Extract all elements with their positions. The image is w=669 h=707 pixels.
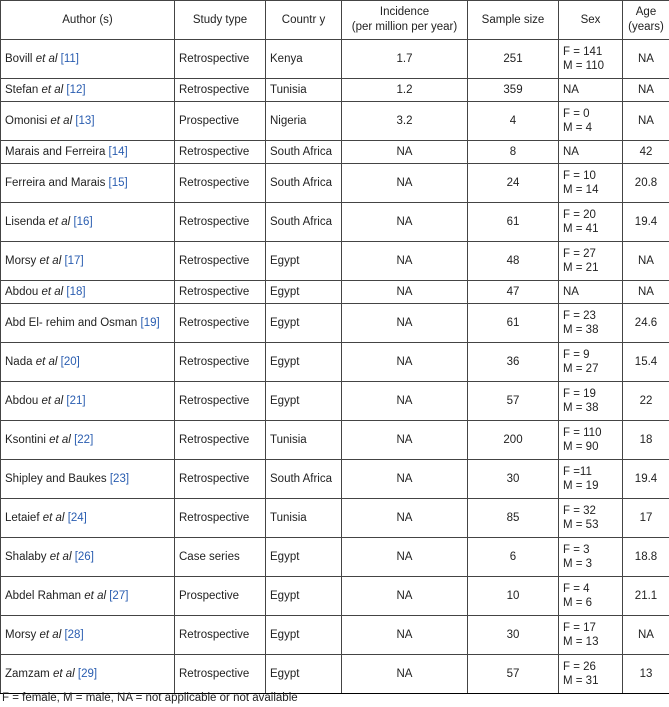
cell-incidence: NA [342,242,468,281]
header-sample-size: Sample size [468,1,559,40]
author-name: Abdou [5,286,39,298]
cell-author [1,242,175,281]
author-etal: et al [52,668,75,680]
table-row [1,382,669,421]
author-etal: et al [35,356,58,368]
cell-author [1,141,175,164]
sex-female: F = 32 [563,505,596,517]
cell-author [1,164,175,203]
reference-link[interactable]: [20] [60,356,80,368]
header-incidence [342,1,468,40]
cell-sample-size: 61 [468,304,559,343]
author-etal: et al [39,255,62,267]
reference-link[interactable]: [26] [74,551,94,563]
table-row [1,655,669,694]
cell-author [1,281,175,304]
cell-sample-size: 200 [468,421,559,460]
cell-sex [559,164,623,203]
cell-incidence: NA [342,421,468,460]
cell-study-type: Retrospective [175,281,266,304]
author-name: Omonisi [5,115,48,127]
cell-country: Egypt [266,577,342,616]
reference-link[interactable]: [12] [66,84,86,96]
cell-sex [559,242,623,281]
cell-author [1,304,175,343]
cell-sex [559,616,623,655]
reference-link[interactable]: [19] [140,317,160,329]
cell-sample-size: 4 [468,102,559,141]
reference-link[interactable]: [14] [108,146,128,158]
cell-age: NA [623,616,669,655]
reference-link[interactable]: [24] [67,512,87,524]
table-row [1,141,669,164]
cell-country: Tunisia [266,421,342,460]
reference-link[interactable]: [18] [66,286,86,298]
sex-male: M = 21 [563,262,599,274]
header-age [623,1,669,40]
cell-age: 19.4 [623,460,669,499]
cell-sex [559,382,623,421]
cell-incidence: NA [342,616,468,655]
author-name: Bovill [5,53,33,65]
cell-age: NA [623,281,669,304]
cell-author [1,577,175,616]
author-name: Ksontini [5,434,46,446]
cell-incidence: NA [342,499,468,538]
cell-study-type: Prospective [175,102,266,141]
reference-link[interactable]: [29] [77,668,98,680]
cell-incidence: NA [342,382,468,421]
cell-sex [559,655,623,694]
cell-country: Egypt [266,655,342,694]
sex-female: F = 110 [563,427,602,439]
cell-sample-size: 30 [468,616,559,655]
cell-country: Egypt [266,304,342,343]
cell-incidence: 1.7 [342,40,468,79]
header-row [1,1,669,40]
author-etal: et al [39,629,62,641]
author-name: Zamzam [5,668,50,680]
author-name: Shalaby [5,551,47,563]
cell-country: Egypt [266,382,342,421]
cell-incidence: NA [342,577,468,616]
cell-author [1,655,175,694]
author-name: Abdel Rahman [5,590,82,602]
reference-link[interactable]: [17] [64,255,84,267]
cell-author [1,102,175,141]
table-footnote: F = female, M = male, NA = not applicable or not available [2,692,298,704]
cell-country: Egypt [266,343,342,382]
cell-country: Egypt [266,616,342,655]
sex-female: F = 20 [563,209,596,221]
cell-study-type: Retrospective [175,242,266,281]
cell-country: South Africa [266,141,342,164]
sex-male: M = 6 [563,597,593,609]
table-row [1,616,669,655]
cell-incidence: NA [342,203,468,242]
header-sex: Sex [559,1,623,40]
header-author: Author (s) [1,1,175,40]
table-row [1,343,669,382]
cell-age: 18.8 [623,538,669,577]
reference-link[interactable]: [27] [109,590,129,602]
author-name: Morsy [5,629,37,641]
cell-age: NA [623,102,669,141]
cell-author [1,40,175,79]
header-incidence-line2: (per million per year) [351,21,458,33]
sex-male: M = 53 [563,519,599,531]
cell-sample-size: 30 [468,460,559,499]
author-name: Shipley and Baukes [5,473,107,485]
sex-female: F = 10 [563,170,596,182]
sex-male: M = 19 [563,480,599,492]
author-etal: et al [35,53,58,65]
cell-age: 19.4 [623,203,669,242]
author-etal: et al [84,590,107,602]
cell-sample-size: 24 [468,164,559,203]
cell-study-type: Retrospective [175,141,266,164]
cell-age: 42 [623,141,669,164]
cell-author [1,343,175,382]
table-row [1,79,669,102]
header-age-line2: (years) [628,21,664,33]
cell-incidence: NA [342,460,468,499]
sex-female: F = 141 [563,46,603,58]
cell-study-type: Retrospective [175,460,266,499]
author-etal: et al [42,512,65,524]
author-etal: et al [41,395,64,407]
table-row [1,164,669,203]
sex-female: F = 3 [563,544,590,556]
cell-author [1,382,175,421]
cell-incidence: NA [342,538,468,577]
cell-author [1,499,175,538]
cell-author [1,79,175,102]
author-name: Marais and Ferreira [5,146,106,158]
cell-age: 18 [623,421,669,460]
sex-female: F = 17 [563,622,596,634]
cell-sex [559,40,623,79]
sex-male: M = 3 [563,558,593,570]
reference-link[interactable]: [15] [108,177,128,189]
table-row [1,499,669,538]
cell-sex [559,421,623,460]
table-row [1,538,669,577]
cell-study-type: Retrospective [175,40,266,79]
cell-study-type: Retrospective [175,499,266,538]
reference-link[interactable]: [28] [64,629,84,641]
table-row [1,304,669,343]
cell-sex [559,281,623,304]
sex-female: F = 4 [563,583,590,595]
table-row [1,203,669,242]
reference-link[interactable]: [13] [75,115,95,127]
sex-male: M = 31 [563,675,599,687]
sex-female: F = 27 [563,248,596,260]
header-country: Countr y [266,1,342,40]
cell-study-type: Retrospective [175,421,266,460]
cell-age: 20.8 [623,164,669,203]
cell-sample-size: 359 [468,79,559,102]
cell-incidence: NA [342,304,468,343]
cell-sample-size: 61 [468,203,559,242]
sex-male: M = 14 [563,184,599,196]
cell-incidence: NA [342,655,468,694]
cell-age: NA [623,79,669,102]
cell-country: Egypt [266,281,342,304]
cell-author [1,538,175,577]
cell-study-type: Retrospective [175,304,266,343]
sex-male: M = 4 [563,122,593,134]
cell-sex [559,79,623,102]
sex-male: M = 38 [563,324,599,336]
cell-sample-size: 36 [468,343,559,382]
cell-country: Tunisia [266,499,342,538]
table-row [1,102,669,141]
table-row [1,40,669,79]
cell-study-type: Retrospective [175,79,266,102]
cell-sex [559,577,623,616]
cell-sample-size: 47 [468,281,559,304]
table-row [1,242,669,281]
cell-sex [559,102,623,141]
cell-study-type: Retrospective [175,382,266,421]
sex-male: M = 110 [563,60,605,72]
author-etal: et al [41,286,64,298]
cell-sex [559,304,623,343]
cell-author [1,616,175,655]
cell-incidence: NA [342,343,468,382]
reference-link[interactable]: [21] [66,395,86,407]
sex-female: F = 23 [563,310,596,322]
reference-link[interactable]: [23] [109,473,130,485]
cell-sample-size: 57 [468,655,559,694]
sex-female: NA [563,146,579,158]
cell-study-type: Retrospective [175,343,266,382]
cell-sample-size: 10 [468,577,559,616]
cell-country: South Africa [266,164,342,203]
cell-incidence: 3.2 [342,102,468,141]
cell-incidence: NA [342,164,468,203]
cell-age: NA [623,242,669,281]
cell-country: South Africa [266,203,342,242]
sex-male: M = 13 [563,636,599,648]
cell-sample-size: 251 [468,40,559,79]
author-name: Abdou [5,395,39,407]
cell-sample-size: 8 [468,141,559,164]
cell-age: 15.4 [623,343,669,382]
table-row [1,460,669,499]
sex-female: F =11 [563,466,592,478]
cell-study-type: Retrospective [175,164,266,203]
table-row [1,281,669,304]
cell-age: 22 [623,382,669,421]
sex-male: M = 27 [563,363,599,375]
sex-female: F = 19 [563,388,596,400]
author-etal: et al [50,115,73,127]
cell-sample-size: 57 [468,382,559,421]
cell-incidence: 1.2 [342,79,468,102]
cell-country: Egypt [266,538,342,577]
cell-age: NA [623,40,669,79]
cell-country: South Africa [266,460,342,499]
cell-country: Kenya [266,40,342,79]
sex-female: NA [563,286,579,298]
cell-sex [559,499,623,538]
cell-age: 17 [623,499,669,538]
cell-age: 21.1 [623,577,669,616]
cell-sex [559,538,623,577]
cell-study-type: Retrospective [175,616,266,655]
cell-sample-size: 85 [468,499,559,538]
author-etal: et al [49,551,72,563]
reference-link[interactable]: [16] [73,216,93,228]
author-name: Lisenda [5,216,46,228]
sex-female: F = 0 [563,108,590,120]
header-study-type: Study type [175,1,266,40]
cell-study-type: Case series [175,538,266,577]
header-age-line1: Age [635,6,657,18]
author-name: Ferreira and Marais [5,177,106,189]
author-name: Abd El- rehim and Osman [5,317,138,329]
cell-author [1,460,175,499]
cell-incidence: NA [342,141,468,164]
cell-sample-size: 48 [468,242,559,281]
reference-link[interactable]: [22] [74,434,94,446]
sex-male: M = 38 [563,402,599,414]
author-name: Morsy [5,255,37,267]
cell-study-type: Retrospective [175,203,266,242]
cell-sex [559,203,623,242]
cell-sample-size: 6 [468,538,559,577]
author-etal: et al [49,434,71,446]
author-name: Letaief [5,512,40,524]
author-etal: et al [41,84,64,96]
sex-male: M = 41 [563,223,599,235]
table-body [1,40,669,694]
table-row [1,421,669,460]
sex-female: F = 9 [563,349,590,361]
table-row [1,577,669,616]
cell-study-type: Retrospective [175,655,266,694]
author-etal: et al [48,216,71,228]
cell-sex [559,141,623,164]
cell-country: Egypt [266,242,342,281]
header-incidence-line1: Incidence [379,6,430,18]
cell-author [1,421,175,460]
cell-country: Nigeria [266,102,342,141]
author-name: Stefan [5,84,39,96]
author-name: Nada [5,356,33,368]
sex-female: F = 26 [563,661,596,673]
sex-female: NA [563,84,579,96]
cell-study-type: Prospective [175,577,266,616]
cell-sex [559,460,623,499]
cell-author [1,203,175,242]
cell-country: Tunisia [266,79,342,102]
reference-link[interactable]: [11] [60,53,79,65]
cell-incidence: NA [342,281,468,304]
cell-age: 13 [623,655,669,694]
cell-sex [559,343,623,382]
cell-age: 24.6 [623,304,669,343]
sex-male: M = 90 [563,441,599,453]
